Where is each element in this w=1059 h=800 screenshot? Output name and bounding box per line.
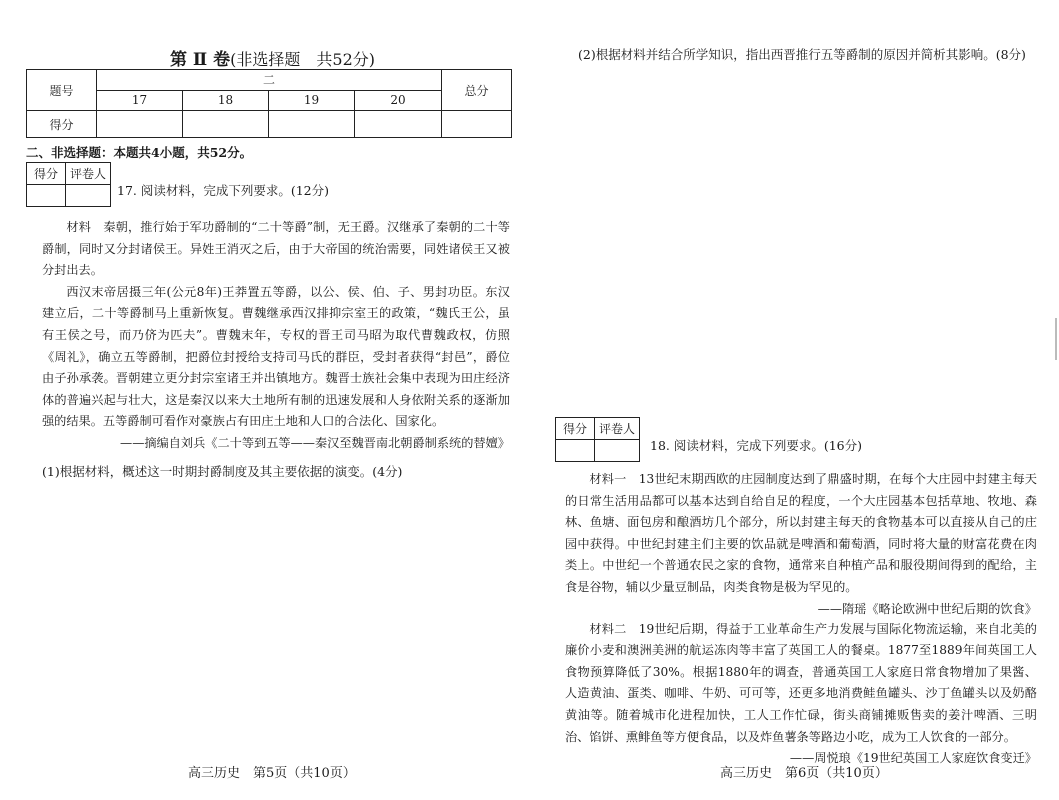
grader-box-18 bbox=[555, 417, 640, 462]
score-table-score-label: 得分 bbox=[27, 111, 97, 138]
grader-score-label: 得分 bbox=[556, 418, 595, 440]
grader-score-cell[interactable] bbox=[27, 185, 66, 207]
score-table-number: 20 bbox=[355, 90, 442, 111]
score-table-number: 17 bbox=[97, 90, 183, 111]
q18-material2: 材料二 19世纪后期，得益于工业革命生产力发展与国际化物流运输，来自北美的廉价小麦和澳洲美洲的航运冻肉等丰富了英国工人的餐桌。1877至1889年间英国工人食物预算降低了30%。根据1880年的调查，普通英国工人家庭日常食物增加了果酱、人造黄油、蛋类、咖啡、牛奶、可可等，还更多地消费鲑鱼罐头、沙丁鱼罐头以及奶酪黄油等。随着城市化进程加快，工人工作忙碌，街头商铺摊贩售卖的姜汁啤酒、三明治、馅饼、熏鲱鱼等方便食品，以及炸鱼薯条等路边小吃，成为工人饮食的一部分。 bbox=[565, 621, 1037, 744]
page-footer-left: 高三历史 第5页（共10页） bbox=[188, 766, 356, 781]
score-table-number: 18 bbox=[183, 90, 269, 111]
section-title-sub: (非选择题 共52分) bbox=[230, 50, 376, 69]
grader-score-label: 得分 bbox=[27, 163, 66, 185]
grader-score-cell[interactable] bbox=[556, 440, 595, 462]
score-cell-total[interactable] bbox=[442, 111, 512, 138]
grader-name-label: 评卷人 bbox=[66, 163, 111, 185]
q17-material bbox=[42, 217, 510, 453]
section-title bbox=[170, 45, 375, 70]
part-heading: 二、非选择题：本题共4小题，共52分。 bbox=[26, 145, 253, 160]
q18-material bbox=[565, 469, 1037, 768]
score-cell-20[interactable] bbox=[355, 111, 442, 138]
q18-heading: 18. 阅读材料，完成下列要求。(16分) bbox=[650, 438, 863, 453]
section-title-main: 第 Ⅱ 卷 bbox=[170, 50, 231, 70]
score-cell-18[interactable] bbox=[183, 111, 269, 138]
q17-heading: 17. 阅读材料，完成下列要求。(12分) bbox=[117, 183, 330, 198]
score-table-question-label: 题号 bbox=[27, 70, 97, 111]
score-table bbox=[26, 69, 512, 138]
score-table-total-label: 总分 bbox=[442, 70, 512, 111]
q17-sub2: (2)根据材料并结合所学知识，指出西晋推行五等爵制的原因并简析其影响。(8分) bbox=[578, 47, 1026, 62]
score-cell-17[interactable] bbox=[97, 111, 183, 138]
grader-name-cell[interactable] bbox=[66, 185, 111, 207]
page-edge-mark bbox=[1049, 318, 1057, 360]
q17-source: ——摘编自刘兵《二十等到五等——秦汉至魏晋南北朝爵制系统的替嬗》 bbox=[120, 435, 510, 450]
page-footer-right: 高三历史 第6页（共10页） bbox=[720, 766, 888, 781]
score-cell-19[interactable] bbox=[269, 111, 355, 138]
grader-name-cell[interactable] bbox=[595, 440, 640, 462]
q17-paragraph: 西汉末帝居摄三年(公元8年)王莽置五等爵，以公、侯、伯、子、男封功臣。东汉建立后，二十等爵制马上重新恢复。曹魏继承西汉排抑宗室王的政策，“魏氏王公，虽有王侯之号，而乃侪为匹夫”。曹魏末年，专权的晋王司马昭为取代曹魏政权，仿照《周礼》，确立五等爵制，把爵位封授给支持司马氏的群臣，受封者获得“封邑”，爵位由子孙承袭。晋朝建立更分封宗室诸王并出镇地方。魏晋士族社会集中表现为田庄经济体的普遍兴起与壮大，这是秦汉以来大土地所有制的迅速发展和人身依附关系的逐渐加强的结果。五等爵制可看作对豪族占有田庄土地和人口的合法化、国家化。 bbox=[42, 284, 510, 429]
score-table-group-label: 二 bbox=[97, 70, 442, 91]
q17-paragraph: 材料 秦朝，推行始于军功爵制的“二十等爵”制，无王爵。汉继承了秦朝的二十等爵制，同时又分封诸侯王。异姓王消灭之后，由于大帝国的统治需要，同姓诸侯王又被分封出去。 bbox=[42, 220, 510, 278]
q18-source2: ——周悦琅《19世纪英国工人家庭饮食变迁》 bbox=[789, 751, 1037, 766]
q17-sub1: (1)根据材料，概述这一时期封爵制度及其主要依据的演变。(4分) bbox=[42, 464, 403, 479]
grader-name-label: 评卷人 bbox=[595, 418, 640, 440]
score-table-number: 19 bbox=[269, 90, 355, 111]
q18-source1: ——隋瑶《略论欧洲中世纪后期的饮食》 bbox=[817, 601, 1037, 616]
q18-material1: 材料一 13世纪末期西欧的庄园制度达到了鼎盛时期，在每个大庄园中封建主每天的日常生活用品都可以基本达到自给自足的程度，一个大庄园基本包括草地、牧地、森林、鱼塘、面包房和酿酒坊几个部分，所以封建主每天的食物基本可以直接从自己的庄园中获得。中世纪封建主们主要的饮品就是啤酒和葡萄酒，同时将大量的财富花费在肉类上。中世纪一个普通农民之家的食物，通常来自种植产品和服役期间得到的配给，主食是谷物，辅以少量豆制品，肉类食物是极为罕见的。 bbox=[565, 472, 1037, 594]
grader-box-17 bbox=[26, 162, 111, 207]
